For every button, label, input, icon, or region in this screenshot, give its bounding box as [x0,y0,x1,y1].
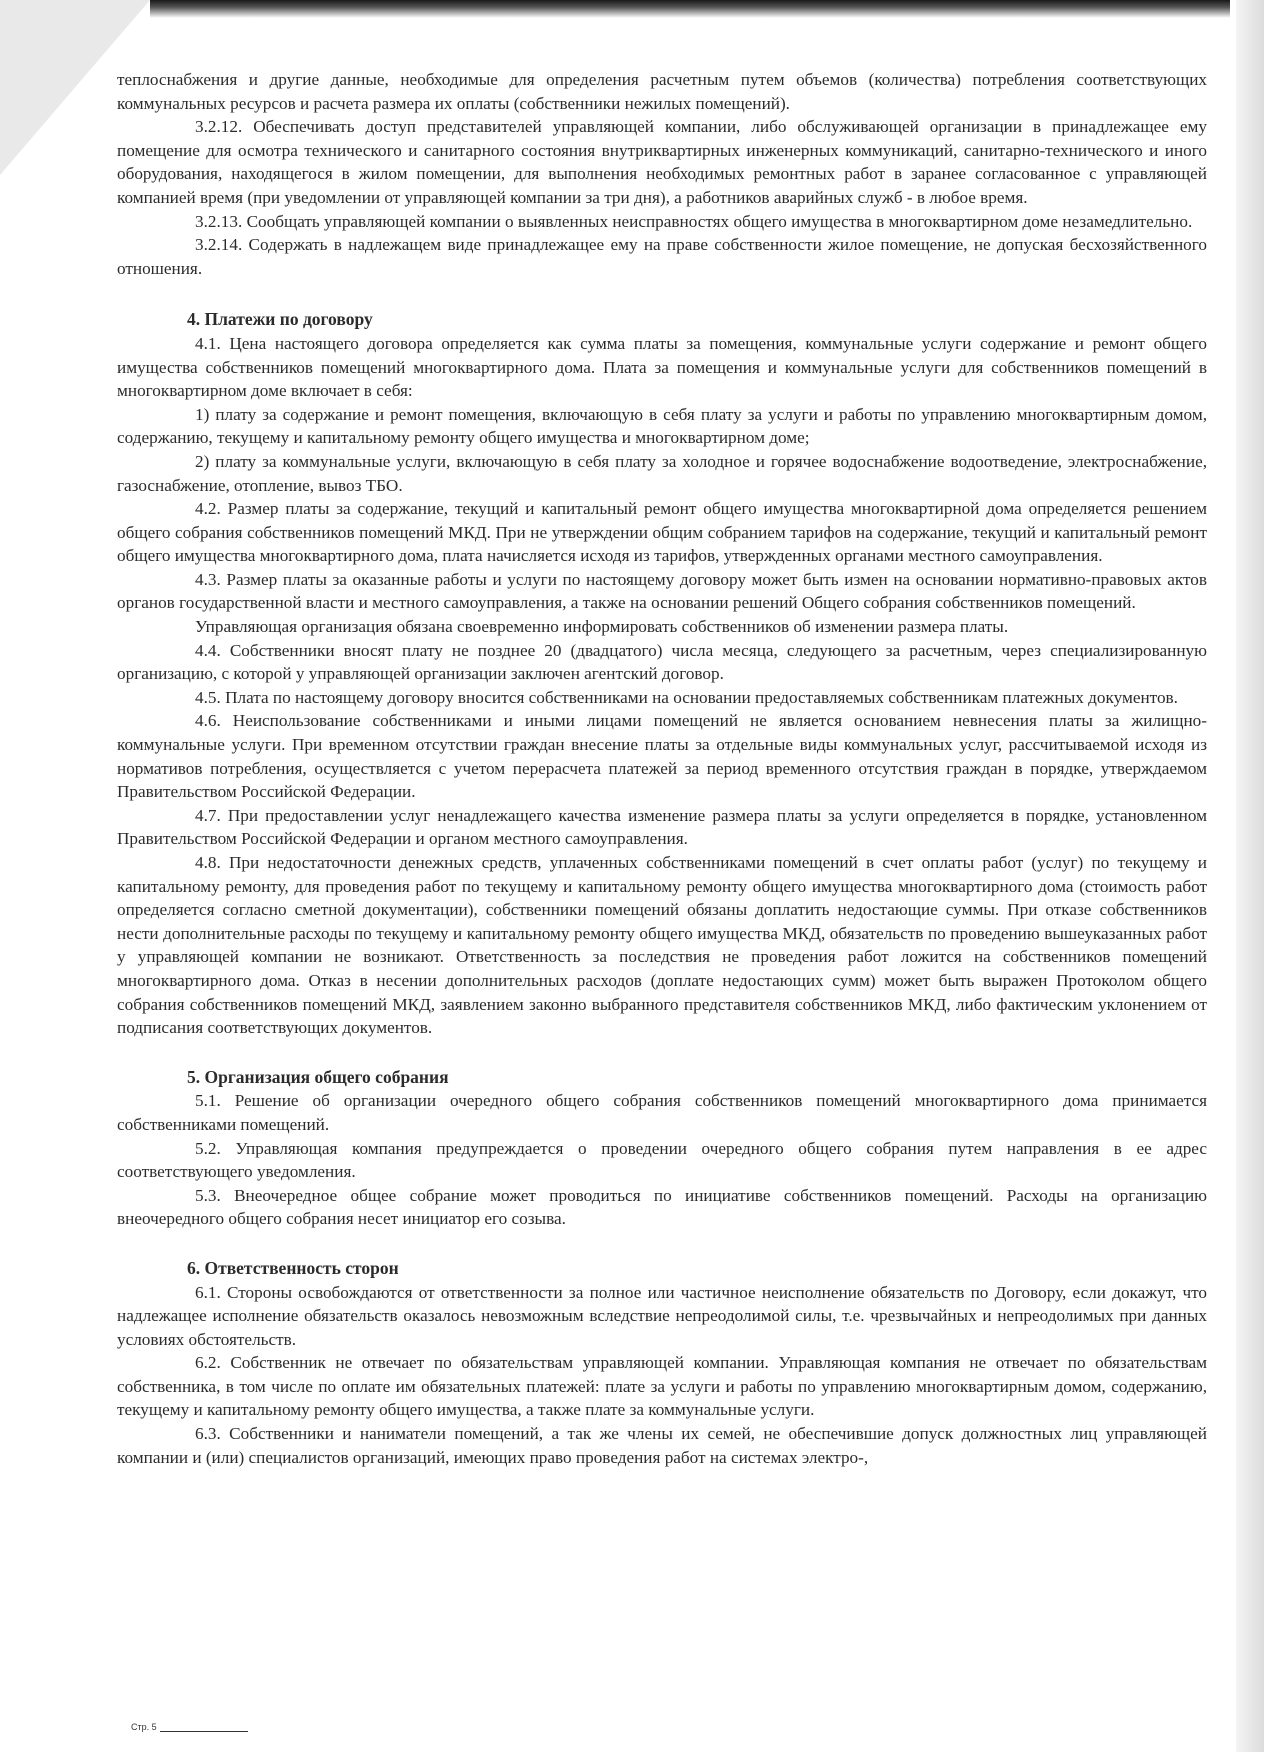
clause-3-2-14: 3.2.14. Содержать в надлежащем виде принадлежащее ему на праве собственности жилое помещение, не допуская бесхозяйственного отношения. [117,235,1207,278]
clause-6-3: 6.3. Собственники и наниматели помещений, а так же члены их семей, не обеспечившие допуск должностных лиц управляющей компании и (или) специалистов организаций, имеющих право проведения работ на системах электро-, [117,1424,1207,1467]
clause-4-3: 4.3. Размер платы за оказанные работы и услуги по настоящему договору может быть измен на основании нормативно-правовых актов органов государственной власти и местного самоуправления, а также на основании решений Общего собрания собственников помещений. [117,569,1207,613]
clause-4-5: 4.5. Плата по настоящему договору вносится собственниками на основании предоставляемых собственникам платежных документов. [195,687,1178,707]
clause-4-1-item-1: 1) плату за содержание и ремонт помещения, включающую в себя плату за услуги и работы по управлению многоквартирным домом, содержанию, текущему и капитальному ремонту общего имущества и многоквартирном доме; [117,404,1207,448]
clause-5-3: 5.3. Внеочередное общее собрание может проводиться по инициативе собственников помещений. Расходы на организацию внеочередного общего собрания несет инициатор его созыва. [117,1185,1207,1229]
clause-4-6: 4.6. Неиспользование собственниками и иными лицами помещений не является основанием невнесения платы за жилищно-коммунальные услуги. При временном отсутствии граждан внесение платы за отдельные виды коммунальных услуг, рассчитываемой исходя из нормативов потребления, осуществляется с учетом перерасчета платежей за период временного отсутствия граждан в порядке, утверждаемом Правительством Российской Федерации. [117,711,1207,802]
clause-3-2-12: 3.2.12. Обеспечивать доступ представителей управляющей компании, либо обслуживающей организации в принадлежащее ему помещение для осмотра технического и санитарного состояния внутриквартирных инженерных коммуникаций, санитарно-технического и иного оборудования, находящегося в жилом помещении, для выполнения необходимых ремонтных работ в заранее согласованное с управляющей компанией время (при уведомлении от управляющей компании за три дня), а работников аварийных служб - в любое время. [117,117,1207,207]
signature-line [160,1731,248,1732]
clause-4-1: 4.1. Цена настоящего договора определяется как сумма платы за помещения, коммунальные услуги содержание и ремонт общего имущества собственников помещений многоквартирного дома. Плата за помещения и коммунальные услуги для собственников помещений в многоквартирном доме включает в себя: [117,333,1207,401]
page-number-label: Стр. 5 [131,1722,157,1732]
document-page [117,68,1207,1469]
clause-4-2: 4.2. Размер платы за содержание, текущий и капитальный ремонт общего имущества многоквартирной дома определяется решением общего собрания собственников помещений МКД. При не утверждении общим собранием тарифов на содержание, текущий и капитальный ремонт общего имущества многоквартирного дома, плата начисляется исходя из тарифов, утвержденных органами местного самоуправления. [117,499,1207,566]
clause-6-1: 6.1. Стороны освобождаются от ответственности за полное или частичное неисполнение обязательств по Договору, если докажут, что надлежащее исполнение обязательств оказалось невозможным вследствие непреодолимой силы, т.е. чрезвычайных и непреодолимых при данных условиях обстоятельств. [117,1282,1207,1349]
clause-4-4: 4.4. Собственники вносят плату не позднее 20 (двадцатого) числа месяца, следующего за расчетным, через специализированную организацию, с которой у управляющей организации заключен агентский договор. [117,640,1207,684]
scan-right-edge [1236,0,1264,1752]
paragraph-continuation: теплоснабжения и другие данные, необходимые для определения расчетным путем объемов (количества) потребления соответствующих коммунальных ресурсов и расчета размера их оплаты (собственники нежилых помещений). [117,70,1207,113]
section-6-title: 6. Ответственность сторон [187,1257,399,1278]
section-5-title: 5. Организация общего собрания [187,1066,449,1087]
clause-4-1-item-2: 2) плату за коммунальные услуги, включающую в себя плату за холодное и горячее водоснабжение водоотведение, электроснабжение, газоснабжение, отопление, вывоз ТБО. [117,451,1207,495]
clause-4-7: 4.7. При предоставлении услуг ненадлежащего качества изменение размера платы за услуги определяется в порядке, установленном Правительством Российской Федерации и органом местного самоуправления. [117,805,1207,849]
clause-5-1: 5.1. Решение об организации очередного общего собрания собственников помещений многоквартирного дома принимается собственниками помещений. [117,1091,1207,1134]
scan-edge-shadow [150,0,1230,18]
clause-6-2: 6.2. Собственник не отвечает по обязательствам управляющей компании. Управляющая компания не отвечает по обязательствам собственника, в том числе по оплате им обязательных платежей: плате за услуги и работы по управлению многоквартирным домом, содержанию, текущему и капитальному ремонту общего имущества, а также плате за коммунальные услуги. [117,1353,1207,1420]
clause-5-2: 5.2. Управляющая компания предупреждается о проведении очередного общего собрания путем направления в ее адрес соответствующего уведомления. [117,1138,1207,1182]
clause-4-3-note: Управляющая организация обязана своевременно информировать собственников об изменении размера платы. [195,617,1009,637]
clause-4-8: 4.8. При недостаточности денежных средств, уплаченных собственниками помещений в счет оплаты работ (услуг) по текущему и капитальному ремонту, для проведения работ по текущему и капитальному ремонту общего имущества многоквартирного дома (стоимость работ определяется согласно сметной документации), собственники помещений обязаны доплатить недостающие суммы. При отказе собственников нести дополнительные расходы по текущему и капитальному ремонту общего имущества МКД, обязательств по проведению вышеуказанных работ у управляющей компании не возникают. Ответственность за последствия не проведения работ ложится на собственников помещений многоквартирного дома. Отказ в несении дополнительных расходов (доплате недостающих сумм) может быть выражен Протоколом общего собрания собственников помещений МКД, заявлением законно выбранного представителя собственников МКД, либо фактическим уклонением от подписания соответствующих документов. [117,853,1207,1038]
section-4-title: 4. Платежи по договору [187,309,373,330]
clause-3-2-13: 3.2.13. Сообщать управляющей компании о выявленных неисправностях общего имущества в многоквартирном доме незамедлительно. [195,211,1193,231]
page-footer [131,1722,248,1732]
